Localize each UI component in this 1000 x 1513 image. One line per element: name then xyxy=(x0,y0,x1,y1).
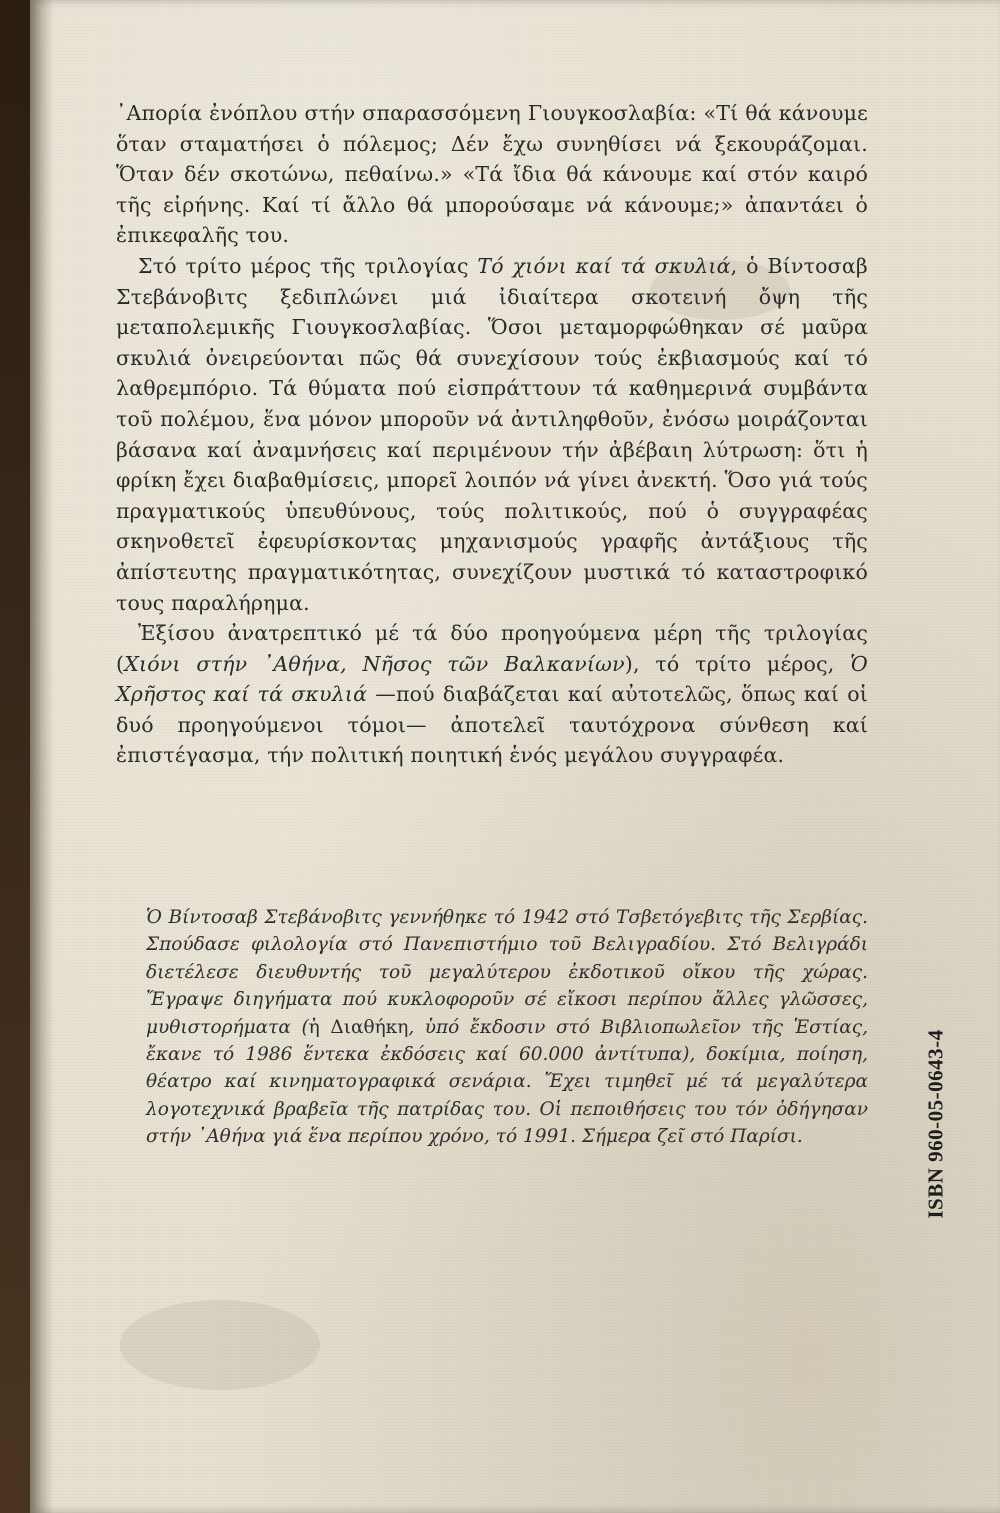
biography-paragraph xyxy=(146,904,868,1151)
book-title-italic: Ὁ Χρῆστος καί τά σκυλιά xyxy=(116,651,868,707)
synopsis-paragraph-1: ᾿Απορία ἐνόπλου στήν σπαρασσόμενη Γιουγκοσλαβία: «Τί θά κάνουμε ὅταν σταματήσει ὁ πόλεμος; Δέν ἔχω συνηθίσει νά ξεκουράζομαι. Ὅταν δέν σκοτώνω, πεθαίνω.» «Τά ἴδια θά κάνουμε καί στόν καιρό τῆς εἰρήνης. Καί τί ἄλλο θά μπορούσαμε νά κάνουμε;» ἀπαντάει ὁ ἐπικεφαλῆς του. xyxy=(116,101,868,248)
text-run: —πού διαβάζεται καί αὐτοτελῶς, ὅπως καί οἱ δυό προηγούμενοι τόμοι— ἀποτελεῖ ταυτόχρονα σύνθεση καί ἐπιστέγασμα, τήν πολιτική ποιητική ἑνός μεγάλου συγγραφέα. xyxy=(116,682,868,768)
synopsis-text xyxy=(116,98,868,771)
text-run: Στό τρίτο μέρος τῆς τριλογίας xyxy=(138,253,478,278)
synopsis-paragraph-2 xyxy=(116,251,868,618)
text-run: , ὑπό ἔκδοσιν στό Βιβλιοπωλεῖον τῆς Ἑστίας, ἔκανε τό 1986 ἕντεκα ἐκδόσεις καί 60.000 ἀντίτυπα), δοκίμια, ποίηση, θέατρο καί κινηματογραφικά σενάρια. Ἔχει τιμηθεῖ μέ τά μεγαλύτερα λογοτεχνικά βραβεῖα τῆς πατρίδας του. Οἱ πεποιθήσεις του τόν ὁδήγησαν στήν ᾿Αθήνα γιά ἕνα περίπου χρόνο, τό 1991. Σήμερα ζεῖ στό Παρίσι. xyxy=(146,1016,868,1148)
text-run: , ὁ Βίντοσαβ Στεβάνοβιτς ξεδιπλώνει μιά ἰδιαίτερα σκοτεινή ὄψη τῆς μεταπολεμικῆς Γιουγκοσλαβίας. Ὅσοι μεταμορφώθηκαν σέ μαῦρα σκυλιά ὀνειρεύονται πῶς θά συνεχίσουν τούς ἐκβιασμούς καί τό λαθρεμπόριο. Τά θύματα πού εἰσπράττουν τά καθημερινά συμβάντα τοῦ πολέμου, ἕνα μόνον μποροῦν νά ἀντιληφθοῦν, ἐνόσω μοιράζονται βάσανα καί ἀναμνήσεις καί περιμένουν τήν ἀβέβαιη λύτρωση: ὅτι ἡ φρίκη ἔχει διαβαθμίσεις, μπορεῖ λοιπόν νά γίνει ἀνεκτή. Ὅσο γιά τούς πραγματικούς ὑπευθύνους, τούς πολιτικούς, πού ὁ συγγραφέας σκηνοθετεῖ ἐφευρίσκοντας μηχανισμούς γραφῆς ἀντάξιους τῆς ἀπίστευτης πραγματικότητας, συνεχίζουν μυστικά τό καταστροφικό τους παραλήρημα. xyxy=(116,253,868,615)
author-biography xyxy=(146,904,868,1151)
book-title-italic: Τό χιόνι καί τά σκυλιά xyxy=(477,253,731,278)
book-title-upright: ἡ Διαθήκη xyxy=(308,1016,409,1038)
book-title-italic: Χιόνι στήν ᾿Αθήνα, Νῆσος τῶν Βαλκανίων xyxy=(124,651,625,676)
text-run: Ὁ Βίντοσαβ Στεβάνοβιτς γεννήθηκε τό 1942 στό Τσβετόγεβιτς τῆς Σερβίας. Σπούδασε φιλολογία στό Πανεπιστήμιο τοῦ Βελιγραδίου. Στό Βελιγράδι διετέλεσε διευθυντής τοῦ μεγαλύτερου ἐκδοτικοῦ οἴκου τῆς χώρας. Ἔγραψε διηγήματα πού κυκλοφοροῦν σέ εἴκοσι περίπου ἄλλες γλῶσσες, μυθιστορήματα ( xyxy=(146,907,868,1038)
isbn-number: ISBN 960-05-0643-4 xyxy=(923,1029,948,1219)
text-run: ), τό τρίτο μέρος, xyxy=(624,651,851,676)
paper-stain xyxy=(120,1300,320,1390)
text-run: Ἐξίσου ἀνατρεπτικό μέ τά δύο προηγούμενα μέρη τῆς τριλογίας ( xyxy=(116,621,868,676)
synopsis-paragraph-3 xyxy=(116,618,868,771)
